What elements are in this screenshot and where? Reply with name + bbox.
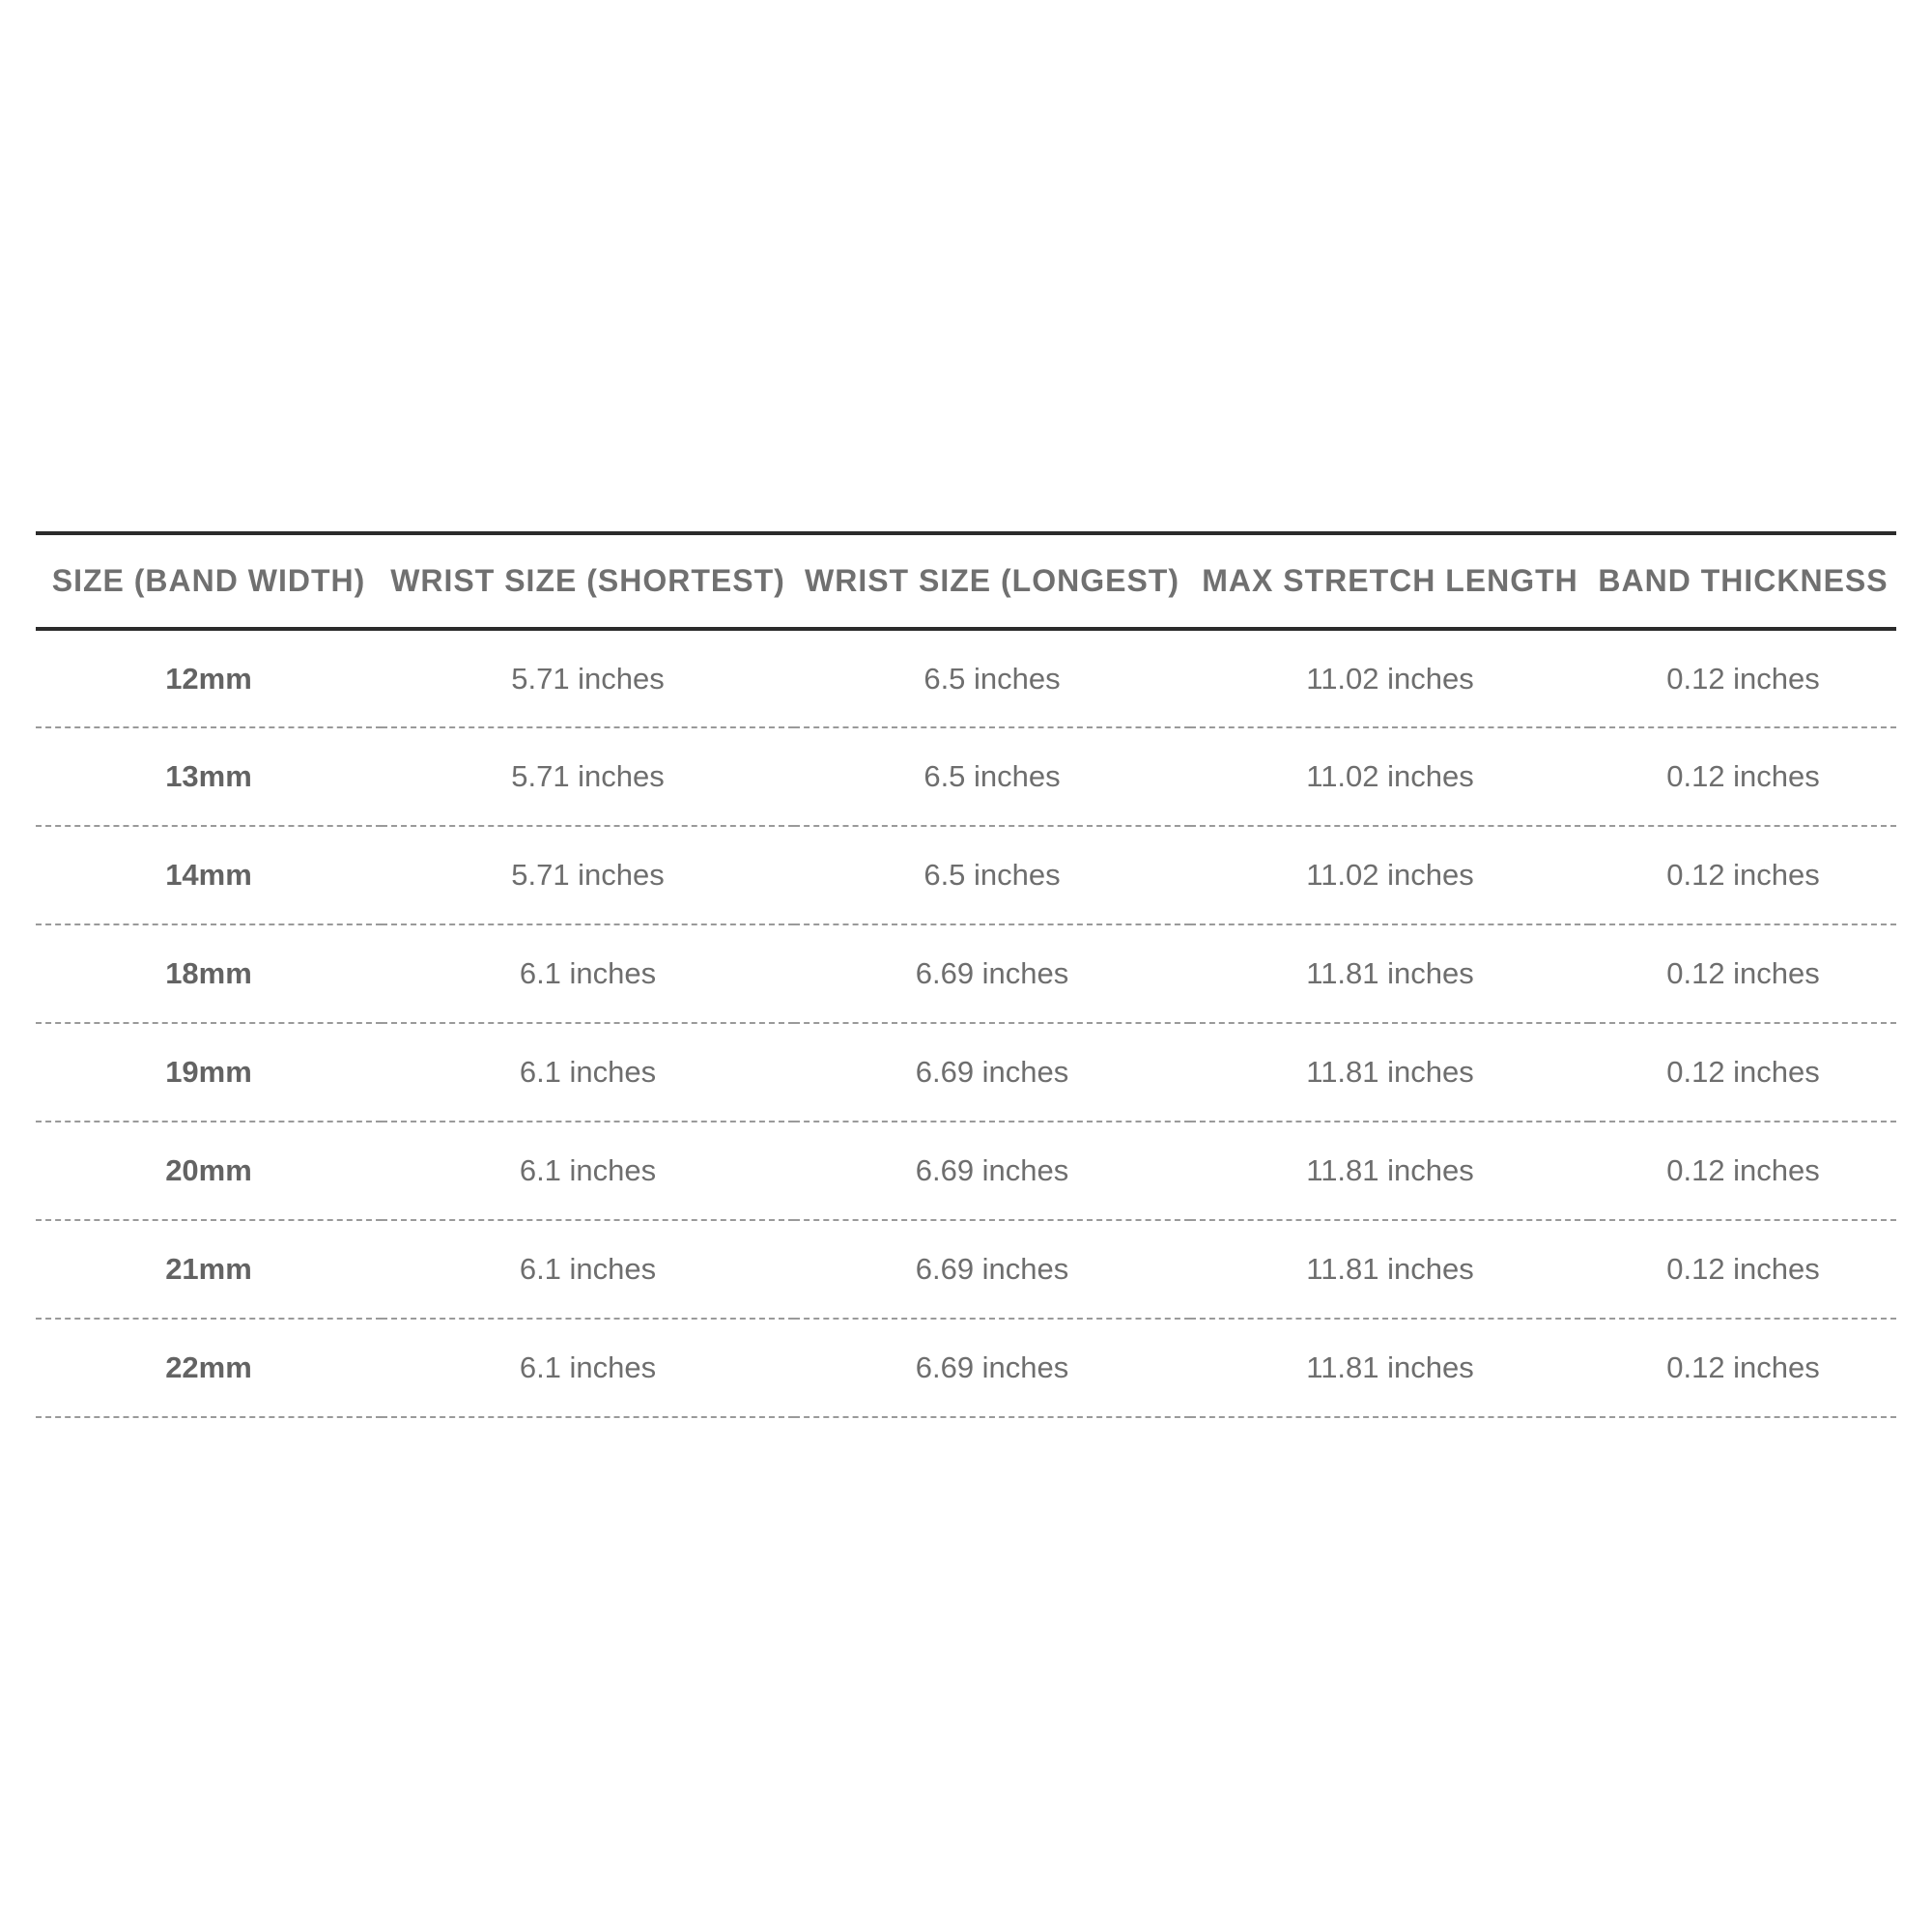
- table-row: [36, 727, 1896, 826]
- wrist-shortest-cell: 5.71 inches: [382, 727, 794, 826]
- size-cell: 13mm: [36, 727, 382, 826]
- size-cell: 14mm: [36, 826, 382, 924]
- header-row: [36, 533, 1896, 629]
- thickness-cell: 0.12 inches: [1590, 826, 1896, 924]
- size-cell: 18mm: [36, 924, 382, 1023]
- size-chart-table: [36, 531, 1896, 1418]
- table-row: [36, 629, 1896, 727]
- table-header: [36, 533, 1896, 629]
- table-row: [36, 1319, 1896, 1417]
- wrist-longest-cell: 6.5 inches: [794, 727, 1190, 826]
- thickness-cell: 0.12 inches: [1590, 924, 1896, 1023]
- wrist-longest-cell: 6.5 inches: [794, 826, 1190, 924]
- thickness-cell: 0.12 inches: [1590, 629, 1896, 727]
- table-row: [36, 1220, 1896, 1319]
- wrist-shortest-cell: 5.71 inches: [382, 826, 794, 924]
- size-cell: 22mm: [36, 1319, 382, 1417]
- table-row: [36, 1122, 1896, 1220]
- max-stretch-cell: 11.02 inches: [1190, 629, 1590, 727]
- max-stretch-cell: 11.02 inches: [1190, 826, 1590, 924]
- thickness-cell: 0.12 inches: [1590, 1220, 1896, 1319]
- size-cell: 21mm: [36, 1220, 382, 1319]
- size-cell: 19mm: [36, 1023, 382, 1122]
- wrist-shortest-cell: 6.1 inches: [382, 1319, 794, 1417]
- header-wrist-size-shortest: WRIST SIZE (SHORTEST): [382, 533, 794, 629]
- max-stretch-cell: 11.02 inches: [1190, 727, 1590, 826]
- thickness-cell: 0.12 inches: [1590, 1122, 1896, 1220]
- max-stretch-cell: 11.81 inches: [1190, 1319, 1590, 1417]
- size-cell: 20mm: [36, 1122, 382, 1220]
- thickness-cell: 0.12 inches: [1590, 1023, 1896, 1122]
- wrist-longest-cell: 6.69 inches: [794, 1023, 1190, 1122]
- header-size-band-width: SIZE (BAND WIDTH): [36, 533, 382, 629]
- wrist-shortest-cell: 6.1 inches: [382, 1023, 794, 1122]
- thickness-cell: 0.12 inches: [1590, 727, 1896, 826]
- wrist-longest-cell: 6.5 inches: [794, 629, 1190, 727]
- wrist-shortest-cell: 6.1 inches: [382, 1220, 794, 1319]
- wrist-longest-cell: 6.69 inches: [794, 1220, 1190, 1319]
- wrist-longest-cell: 6.69 inches: [794, 1122, 1190, 1220]
- header-band-thickness: BAND THICKNESS: [1590, 533, 1896, 629]
- size-cell: 12mm: [36, 629, 382, 727]
- max-stretch-cell: 11.81 inches: [1190, 1220, 1590, 1319]
- wrist-shortest-cell: 5.71 inches: [382, 629, 794, 727]
- max-stretch-cell: 11.81 inches: [1190, 924, 1590, 1023]
- wrist-shortest-cell: 6.1 inches: [382, 1122, 794, 1220]
- table-row: [36, 826, 1896, 924]
- table-row: [36, 1023, 1896, 1122]
- max-stretch-cell: 11.81 inches: [1190, 1122, 1590, 1220]
- table-row: [36, 924, 1896, 1023]
- wrist-longest-cell: 6.69 inches: [794, 1319, 1190, 1417]
- max-stretch-cell: 11.81 inches: [1190, 1023, 1590, 1122]
- table-body: [36, 629, 1896, 1417]
- wrist-longest-cell: 6.69 inches: [794, 924, 1190, 1023]
- header-max-stretch-length: MAX STRETCH LENGTH: [1190, 533, 1590, 629]
- wrist-shortest-cell: 6.1 inches: [382, 924, 794, 1023]
- thickness-cell: 0.12 inches: [1590, 1319, 1896, 1417]
- header-wrist-size-longest: WRIST SIZE (LONGEST): [794, 533, 1190, 629]
